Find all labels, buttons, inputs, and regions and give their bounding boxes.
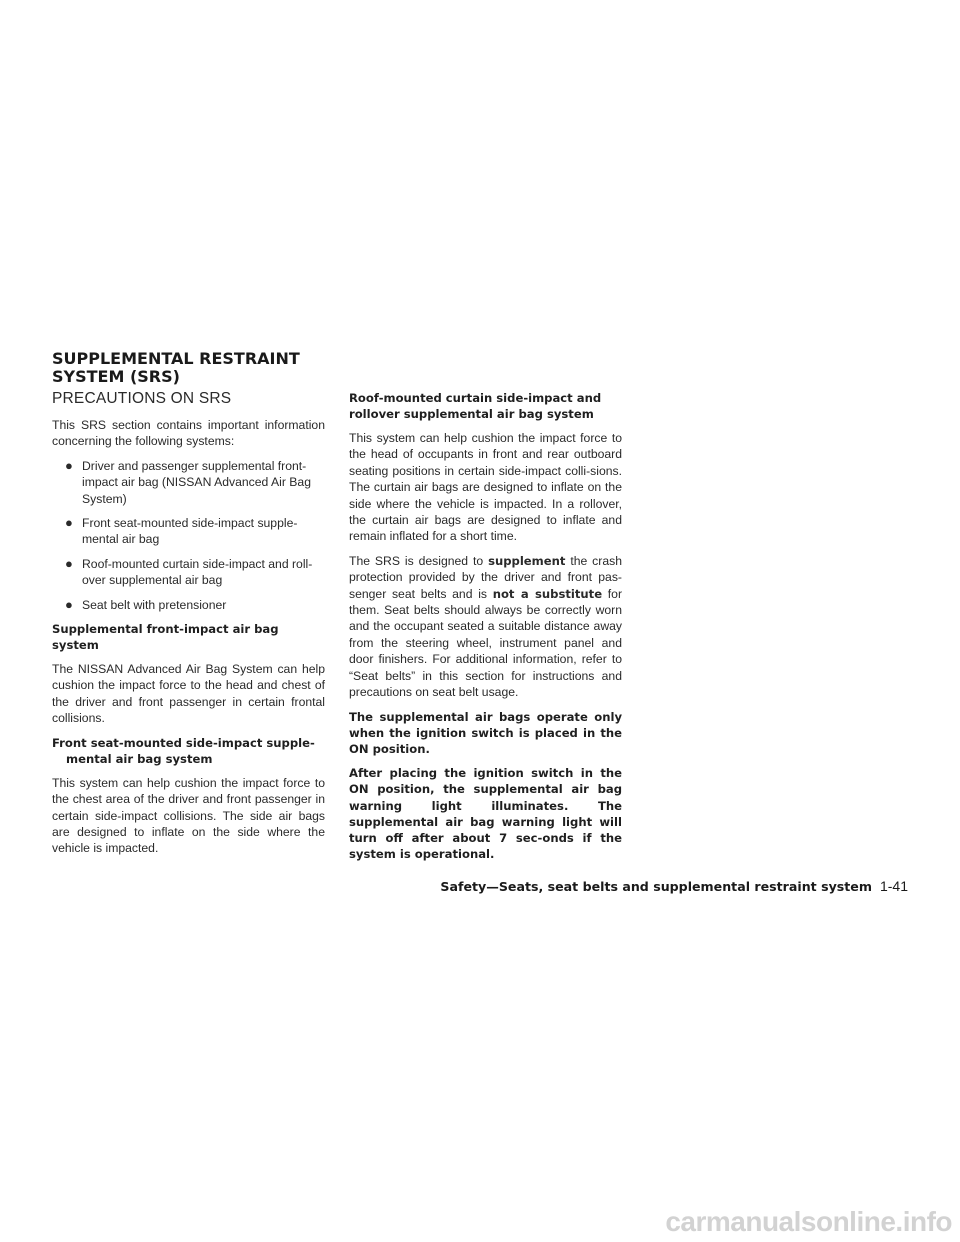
subheading-side-impact: Front seat-mounted side-impact supple-mental air bag system	[52, 735, 315, 766]
intro-paragraph: This SRS section contains important information concerning the following systems:	[52, 418, 325, 449]
section-title-line1: SUPPLEMENTAL RESTRAINT	[52, 349, 300, 368]
bullet-icon: ●	[65, 515, 73, 531]
bullet-icon: ●	[65, 555, 73, 571]
watermark: carmanualsonline.info	[665, 1206, 952, 1237]
curtain-paragraph: This system can help cushion the impact force to the head of occupants in front and rear outboard seating positions in certain side-impact colli-sions. The curtain air bags are designed to inflate on the side where the vehicle is impacted. In a rollover, the curtain air bags are designed to inflate and remain inflated for a short time.	[349, 431, 622, 544]
section-title	[52, 350, 452, 386]
page-number: 1-41	[879, 878, 908, 894]
left-column	[52, 390, 325, 865]
supplement-paragraph: The SRS is designed to supplement the crash protection provided by the driver and front pas-senger seat belts and is not a substitute for them. Seat belts should always be correctly worn and the occupant seated a suitable distance away from the steering wheel, instrument panel and door finishers. For additional information, refer to “Seat belts” in this section for instructions and precautions on seat belt usage.	[349, 553, 623, 700]
list-item: ● Driver and passenger supplemental front-impact air bag (NISSAN Advanced Air Bag System)	[65, 457, 311, 506]
precautions-heading: PRECAUTIONS ON SRS	[52, 390, 232, 407]
section-title-line2: SYSTEM (SRS)	[52, 367, 180, 386]
bullet-icon: ●	[65, 457, 73, 473]
not-substitute-emphasis: not a substitute	[492, 586, 603, 601]
subheading-front-impact: Supplemental front-impact air bag system	[52, 622, 279, 653]
side-impact-paragraph: This system can help cushion the impact force to the chest area of the driver and front passenger in certain side-impact collisions. The side air bags are designed to inflate on the side where the vehicle is impacted.	[52, 775, 325, 856]
list-item: ● Roof-mounted curtain side-impact and roll-over supplemental air bag	[65, 555, 313, 588]
page-footer	[440, 878, 908, 895]
supplement-emphasis: supplement	[488, 553, 566, 568]
bullet-icon: ●	[65, 596, 73, 612]
systems-list	[52, 458, 325, 613]
subheading-curtain: Roof-mounted curtain side-impact and rollover supplemental air bag system	[349, 391, 602, 421]
warning-light-note: After placing the ignition switch in the ON position, the supplemental air bag warning light illuminates. The supplemental air bag warning light will turn off after about 7 sec-onds if the system is operational.	[349, 766, 622, 862]
list-item: ● Seat belt with pretensioner	[65, 596, 227, 612]
list-item: ● Front seat-mounted side-impact supple-mental air bag	[65, 515, 298, 547]
ignition-note: The supplemental air bags operate only when the ignition switch is placed in the ON position.	[349, 709, 622, 756]
front-impact-paragraph: The NISSAN Advanced Air Bag System can help cushion the impact force to the head and chest of the driver and front passenger in certain frontal collisions.	[52, 662, 325, 726]
footer-title: Safety—Seats, seat belts and supplemental restraint system	[440, 879, 872, 894]
right-column	[349, 390, 622, 870]
